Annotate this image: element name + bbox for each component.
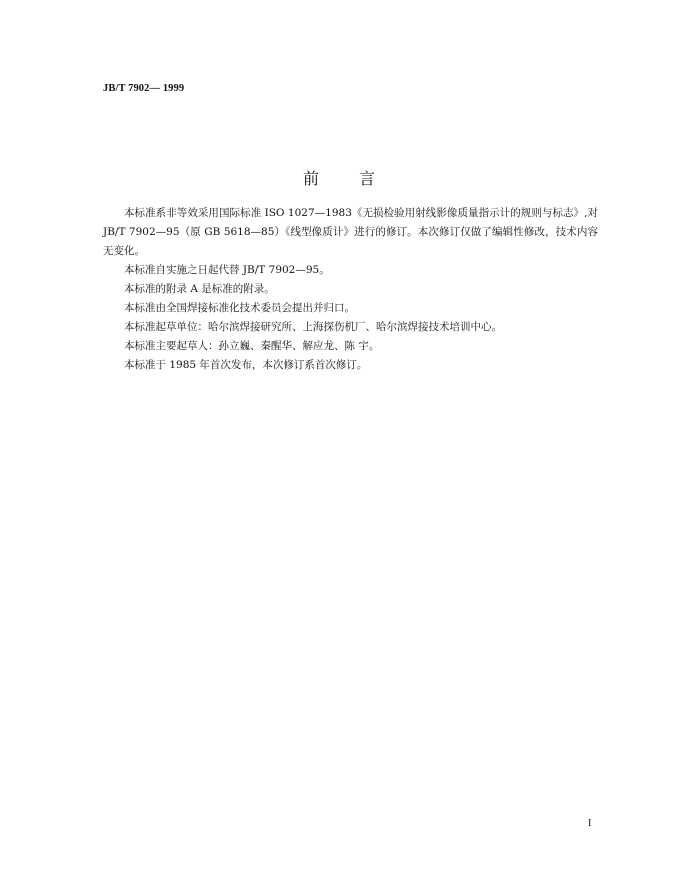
page-title-char-2: 言 <box>359 169 378 188</box>
paragraph-replacement: 本标准自实施之日起代替 JB/T 7902—95。 <box>124 264 330 276</box>
paragraph-appendix: 本标准的附录 A 是标准的附录。 <box>124 283 275 295</box>
page-number: I <box>588 818 592 829</box>
paragraph-drafters: 本标准主要起草人：孙立巍、秦醒华、解应龙、陈 宇。 <box>124 340 380 352</box>
paragraph-proposer: 本标准由全国焊接标准化技术委员会提出并归口。 <box>124 302 355 314</box>
paragraph-drafting-units: 本标准起草单位：哈尔滨焊接研究所、上海探伤机厂、哈尔滨焊接技术培训中心。 <box>124 321 502 333</box>
page-title-char-1: 前 <box>302 169 321 188</box>
paragraph-release-history: 本标准于 1985 年首次发布，本次修订系首次修订。 <box>124 359 368 371</box>
document-code: JB/T 7902— 1999 <box>103 83 185 94</box>
page-title <box>0 166 680 189</box>
paragraph-adoption: 本标准系非等效采用国际标准 ISO 1027—1983《无损检验用射线影像质量指示计的规则与标志》,对 JB/T 7902—95（原 GB 5618—85）《线型像质计》进行的修订。本次修订仅做了编辑性修改，技术内容无变化。 <box>103 207 598 257</box>
document-body <box>103 204 598 375</box>
